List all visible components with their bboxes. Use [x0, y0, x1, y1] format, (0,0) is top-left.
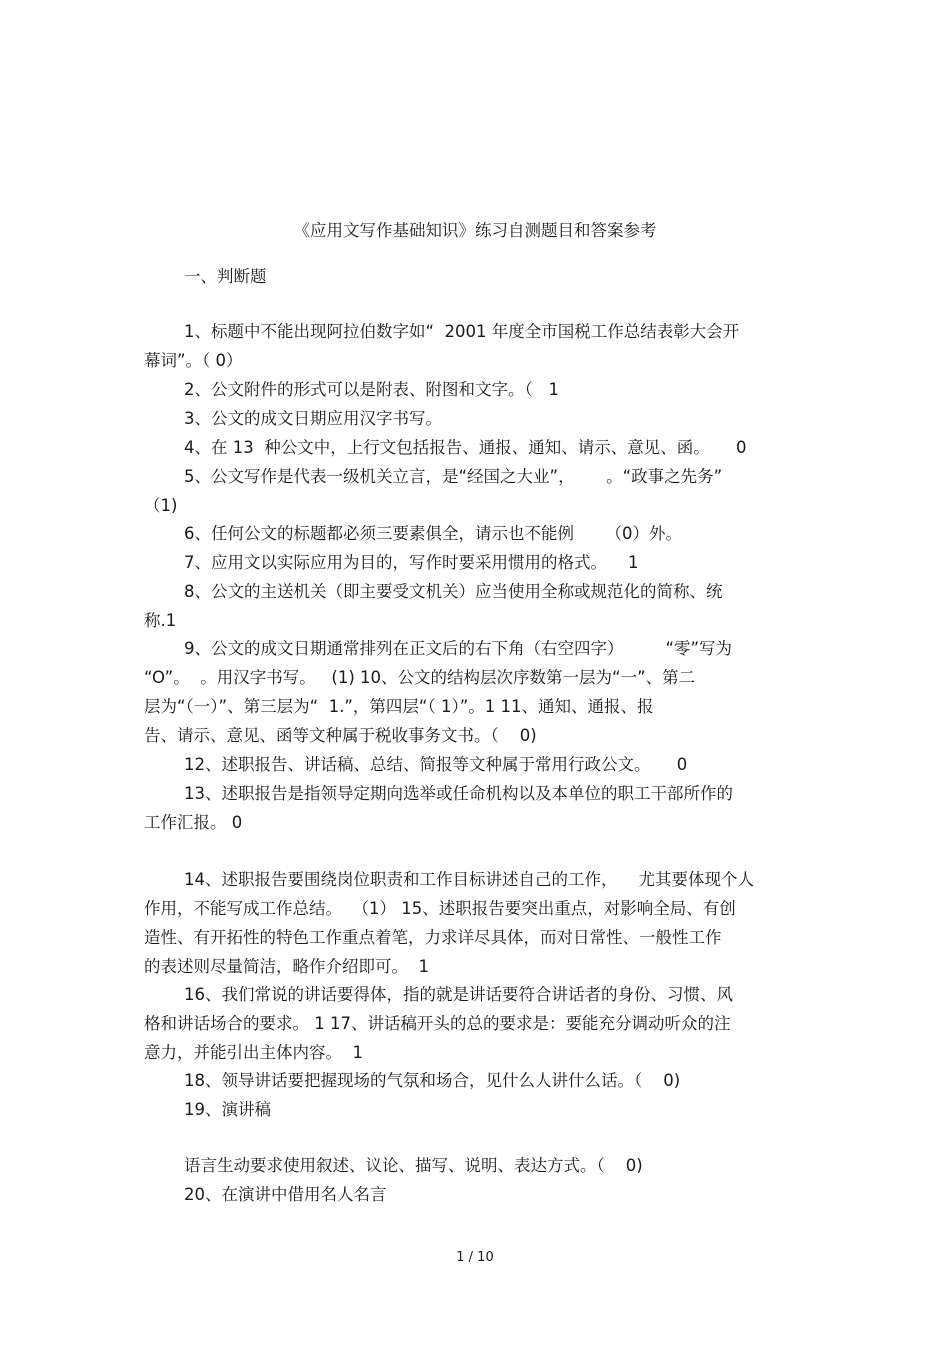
page-number: 1 / 10	[456, 1250, 494, 1265]
document-title: 《应用文写作基础知识》练习自测题目和答案参考	[293, 221, 657, 240]
text-line: 工作汇报。 0	[144, 813, 243, 832]
text-line: 13、述职报告是指领导定期向选举或任命机构以及本单位的职工干部所作的	[184, 784, 733, 803]
text-line: 19、演讲稿	[184, 1100, 271, 1119]
text-line: 7、应用文以实际应用为目的，写作时要采用惯用的格式。 1	[184, 553, 639, 572]
text-line: 造性、有开拓性的特色工作重点着笔，力求详尽具体，而对日常性、一般性工作	[144, 928, 722, 947]
text-line: “O”。 。用汉字书写。 (1) 10、公文的结构层次序数第一层为“一”、第二	[144, 668, 696, 687]
text-line: 20、在演讲中借用名人名言	[184, 1185, 387, 1204]
text-line: 8、公文的主送机关（即主要受文机关）应当使用全称或规范化的简称、统	[184, 582, 723, 601]
text-line: 告、请示、意见、函等文种属于税收事务文书。（ 0)	[144, 726, 537, 745]
text-line: 3、公文的成文日期应用汉字书写。	[184, 409, 442, 428]
text-line: 称.1	[144, 611, 177, 630]
text-line: 18、领导讲话要把握现场的气氛和场合，见什么人讲什么话。（ 0)	[184, 1071, 681, 1090]
text-line: 格和讲话场合的要求。 1 17、讲话稿开头的总的要求是：要能充分调动听众的注	[144, 1014, 731, 1033]
text-line: 9、公文的成文日期通常排列在正文后的右下角（右空四字） “零”写为	[184, 639, 733, 658]
text-line: 5、公文写作是代表一级机关立言，是“经国之大业”， 。“政事之先务”	[184, 467, 723, 486]
text-line: 语言生动要求使用叙述、议论、描写、说明、表达方式。（ 0)	[184, 1156, 643, 1175]
text-line: 层为“（一）”、第三层为“ 1.”，第四层“（ 1）”。1 11、通知、通报、报	[144, 697, 654, 716]
text-line: 12、述职报告、讲话稿、总结、简报等文种属于常用行政公文。 0	[184, 755, 688, 774]
text-line: 的表述则尽量简洁，略作介绍即可。 1	[144, 957, 429, 976]
text-line: 1、标题中不能出现阿拉伯数字如“ 2001 年度全市国税工作总结表彰大会开	[184, 322, 740, 341]
text-line: 作用，不能写成工作总结。 （1） 15、述职报告要突出重点，对影响全局、有创	[144, 899, 736, 918]
text-line: 6、任何公文的标题都必须三要素俱全，请示也不能例 （0）外。	[184, 524, 682, 543]
text-line: 4、在 13 种公文中，上行文包括报告、通报、通知、请示、意见、函。 0	[184, 438, 747, 457]
text-line: （1)	[144, 496, 178, 515]
text-line: 幕词”。（ 0）	[144, 351, 243, 370]
text-line: 2、公文附件的形式可以是附表、附图和文字。（ 1	[184, 380, 559, 399]
section-heading: 一、判断题	[184, 267, 267, 286]
text-line: 16、我们常说的讲话要得体，指的就是讲话要符合讲话者的身份、习惯、风	[184, 985, 733, 1004]
text-line: 意力，并能引出主体内容。 1	[144, 1043, 363, 1062]
text-line: 14、述职报告要围绕岗位职责和工作目标讲述自己的工作， 尤其要体现个人	[184, 870, 754, 889]
